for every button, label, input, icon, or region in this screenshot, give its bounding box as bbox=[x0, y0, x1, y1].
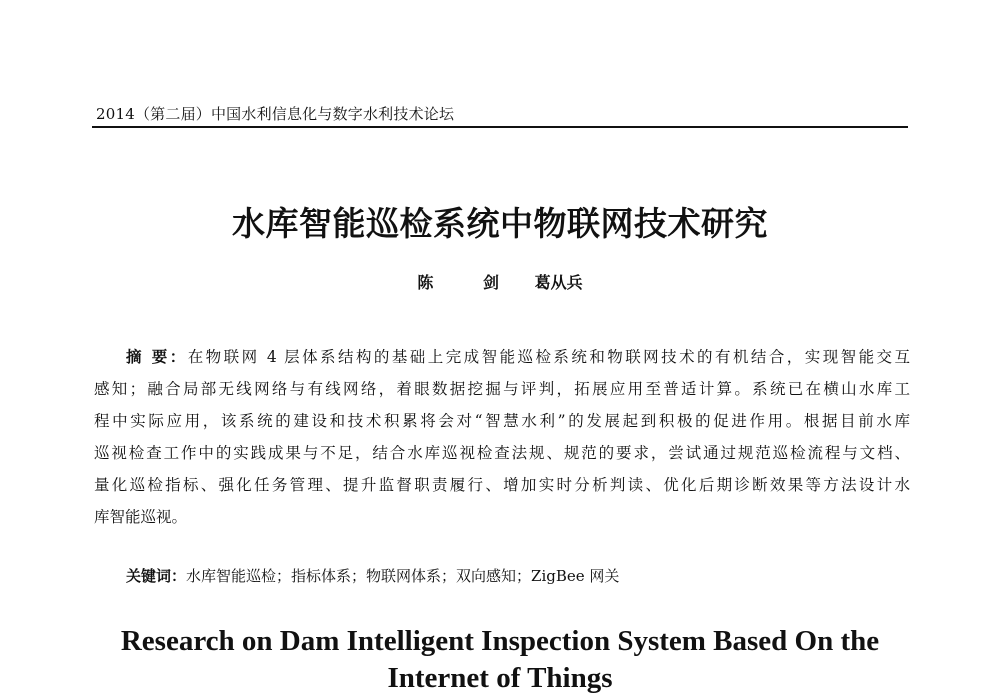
abstract-text: 在物联网 4 层体系结构的基础上完成智能巡检系统和物联网技术的有机结合，实现智能交互 bbox=[187, 348, 911, 366]
abstract-line: 程中实际应用，该系统的建设和技术积累将会对“智慧水利”的发展起到积极的促进作用。根据目前水库 bbox=[94, 412, 910, 430]
abstract-line: 感知；融合局部无线网络与有线网络，着眼数据挖掘与评判，拓展应用至普适计算。系统已在横山水库工 bbox=[94, 380, 910, 398]
abstract-line: 巡视检查工作中的实践成果与不足，结合水库巡视检查法规、规范的要求，尝试通过规范巡检流程与文档、 bbox=[94, 444, 910, 462]
author-name: 葛从兵 bbox=[534, 273, 583, 292]
paper-title-en-line: Internet of Things bbox=[387, 662, 613, 694]
abstract-line: 库智能巡视。 bbox=[94, 508, 188, 526]
abstract bbox=[94, 341, 910, 533]
paper-title-cn: 水库智能巡检系统中物联网技术研究 bbox=[232, 204, 768, 243]
abstract-line bbox=[94, 341, 910, 373]
running-header: 2014（第二届）中国水利信息化与数字水利技术论坛 bbox=[96, 105, 455, 123]
author-name: 陈 剑 bbox=[417, 273, 521, 292]
keywords-text: 水库智能巡检；指标体系；物联网体系；双向感知；ZigBee 网关 bbox=[186, 567, 620, 585]
keywords-label: 关键词： bbox=[126, 567, 187, 585]
author-list bbox=[0, 270, 1000, 293]
paper-title-en bbox=[0, 623, 1000, 697]
abstract-label: 摘 要： bbox=[126, 348, 188, 366]
abstract-line: 量化巡检指标、强化任务管理、提升监督职责履行、增加实时分析判读、优化后期诊断效果等方法设计水 bbox=[94, 476, 910, 494]
paper-title-en-line: Research on Dam Intelligent Inspection System Based On the bbox=[120, 625, 880, 657]
header-rule bbox=[92, 126, 908, 128]
keywords bbox=[126, 565, 619, 586]
